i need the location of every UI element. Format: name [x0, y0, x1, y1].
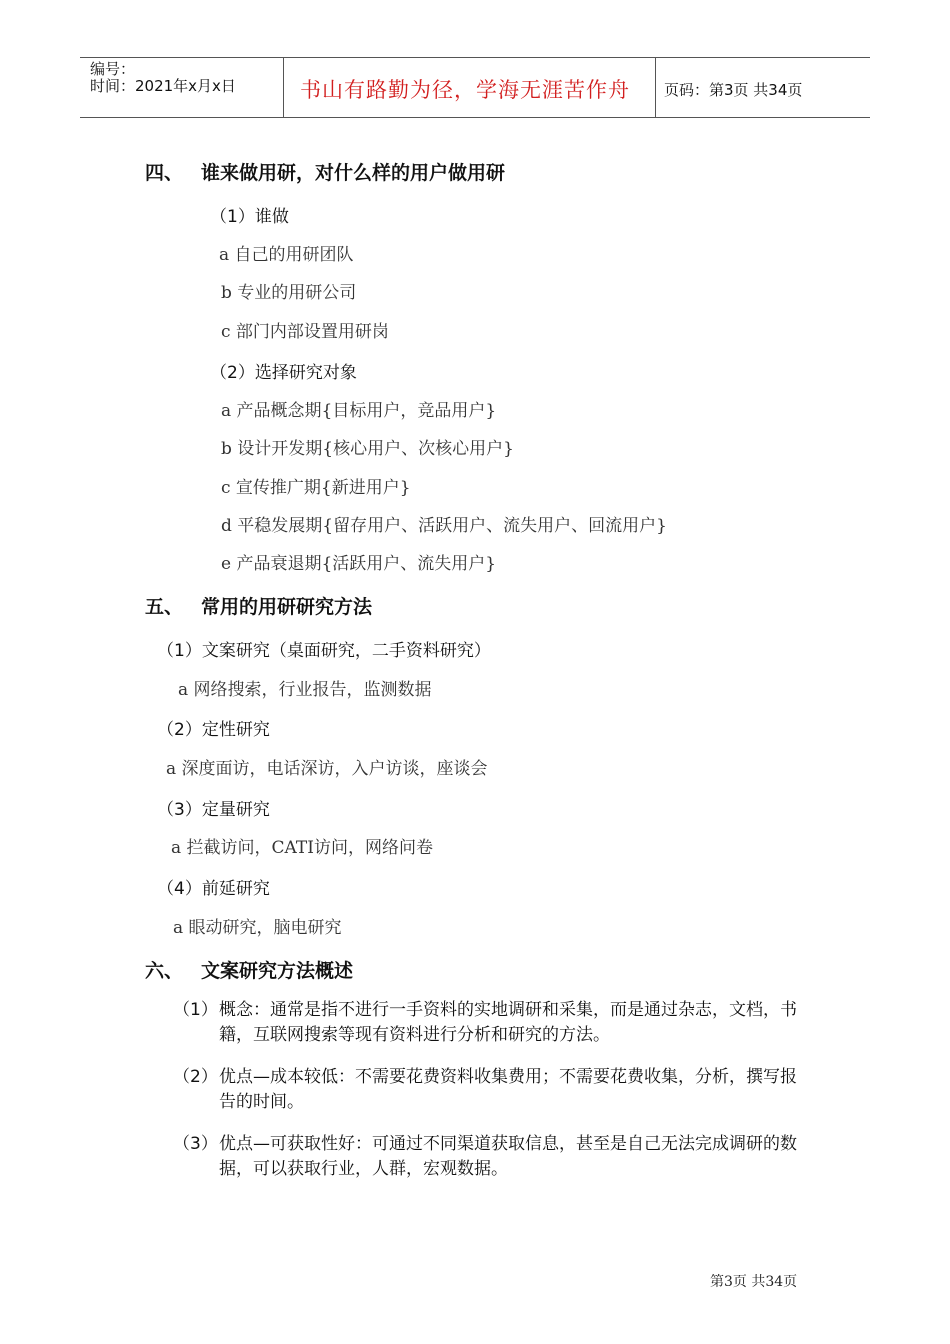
- section4-sub1-item: b 专业的用研公司: [221, 283, 357, 303]
- section6-paragraph: [173, 1065, 809, 1115]
- section4-sub2-label: （2）选择研究对象: [210, 363, 357, 383]
- paragraph-number: （2）: [173, 1067, 218, 1087]
- serial-label: 编号：: [90, 60, 136, 78]
- section4-number: 四、: [145, 162, 184, 184]
- section5-method-detail: a 网络搜索，行业报告，监测数据: [178, 680, 432, 700]
- section4-sub2-item: e 产品衰退期{活跃用户、流失用户}: [221, 554, 497, 574]
- section4-sub2-item: b 设计开发期{核心用户、次核心用户}: [221, 439, 514, 459]
- header-motto: 书山有路勤为径，学海无涯苦作舟: [300, 78, 630, 102]
- section4-sub2-item: d 平稳发展期{留存用户、活跃用户、流失用户、回流用户}: [221, 516, 667, 536]
- section5-number: 五、: [145, 596, 184, 618]
- section5-method-label: （2）定性研究: [157, 720, 270, 740]
- header-top-rule: [80, 57, 870, 58]
- section6-paragraph: [173, 998, 809, 1048]
- paragraph-text: 优点—成本较低：不需要花费资料收集费用；不需要花费收集，分析，撰写报告的时间。: [219, 1067, 797, 1112]
- section4-sub2-item: c 宣传推广期{新进用户}: [221, 478, 411, 498]
- section4-sub1-label: （1）谁做: [210, 207, 289, 227]
- header-page-info: 页码：第3页 共34页: [664, 81, 803, 99]
- section5-method-label: （1）文案研究（桌面研究，二手资料研究）: [157, 641, 491, 661]
- section5-heading: [145, 592, 372, 619]
- section5-method-detail: a 拦截访问，CATI访问，网络问卷: [171, 838, 433, 858]
- section4-sub1-item: a 自己的用研团队: [219, 245, 354, 265]
- section5-method-label: （4）前延研究: [157, 879, 270, 899]
- paragraph-text: 优点—可获取性好：可通过不同渠道获取信息，甚至是自己无法完成调研的数据，可以获取行业，人群，宏观数据。: [219, 1134, 797, 1179]
- section4-sub2-item: a 产品概念期{目标用户，竞品用户}: [221, 401, 497, 421]
- section4-sub1-item: c 部门内部设置用研岗: [221, 322, 389, 342]
- section5-method-label: （3）定量研究: [157, 800, 270, 820]
- section5-title: 常用的用研研究方法: [201, 596, 373, 618]
- section6-title: 文案研究方法概述: [201, 960, 354, 982]
- time-label: 时间：2021年x月x日: [90, 77, 236, 95]
- section6-number: 六、: [145, 960, 184, 982]
- paragraph-text: 概念：通常是指不进行一手资料的实地调研和采集，而是通过杂志，文档，书籍，互联网搜索等现有资料进行分析和研究的方法。: [219, 1000, 797, 1045]
- header-divider-right: [655, 57, 656, 117]
- section6-heading: [145, 956, 353, 983]
- header-divider-left: [283, 57, 284, 117]
- footer-page-number: 第3页 共34页: [710, 1274, 798, 1290]
- section4-title: 谁来做用研，对什么样的用户做用研: [201, 162, 506, 184]
- section5-method-detail: a 眼动研究，脑电研究: [173, 918, 342, 938]
- paragraph-number: （3）: [173, 1134, 218, 1154]
- section5-method-detail: a 深度面访，电话深访，入户访谈，座谈会: [166, 759, 488, 779]
- header-bottom-rule: [80, 117, 870, 118]
- section6-paragraph: [173, 1132, 809, 1182]
- section4-heading: [145, 158, 505, 185]
- paragraph-number: （1）: [173, 1000, 218, 1020]
